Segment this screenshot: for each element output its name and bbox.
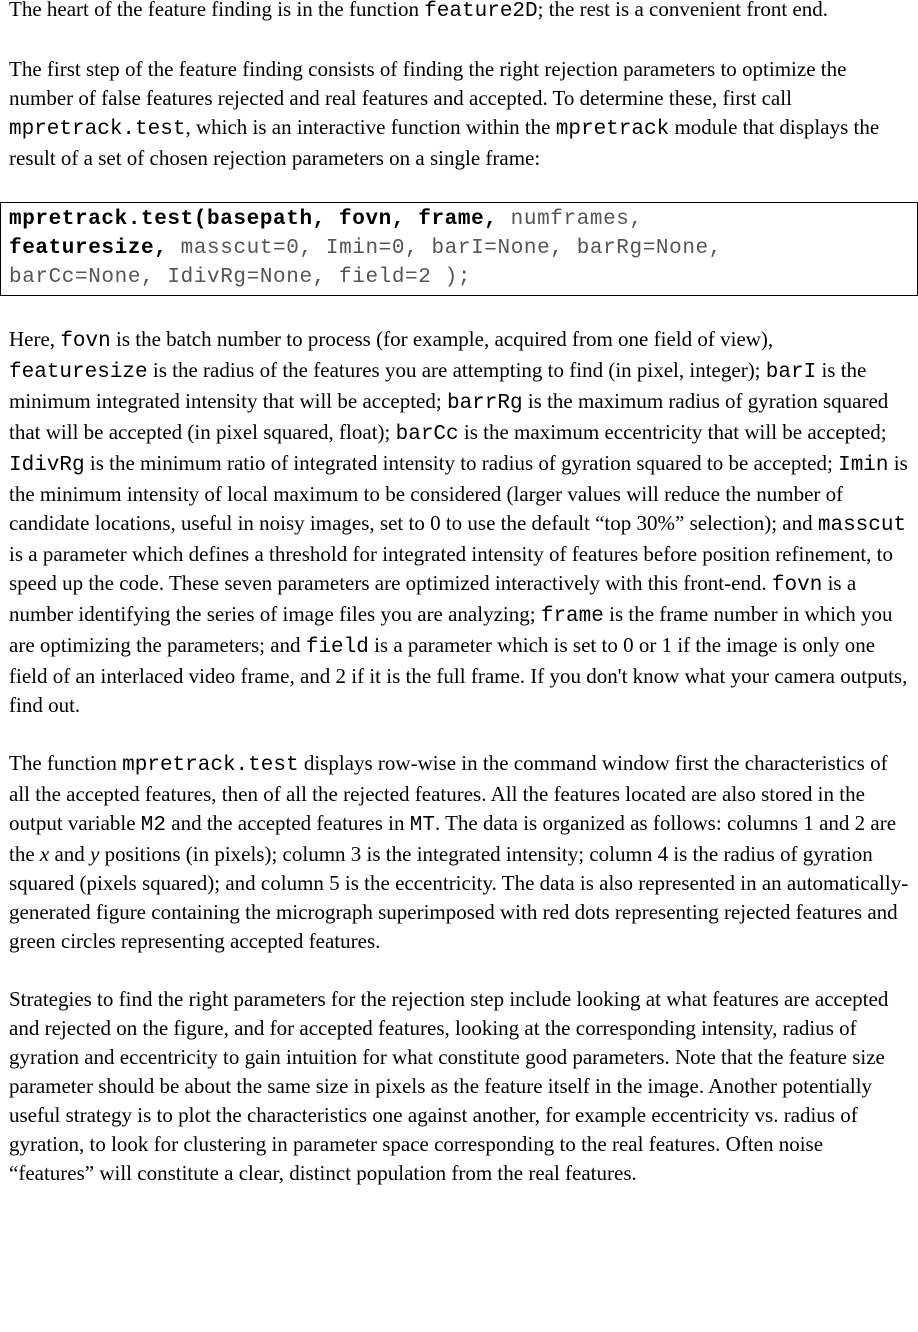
text: displays row-wise in the command window first the characteristics of all the accepted features, then of all the rejected features. All the features located are also stored in the output variable [9, 751, 888, 835]
text: is the batch number to process (for example, acquired from one field of view), [110, 327, 774, 351]
text: is a number identifying the series of image files you are analyzing; [9, 571, 857, 626]
code-optional: numframes, [497, 208, 643, 231]
code-barrrg: barrRg [446, 392, 523, 415]
paragraph-strategies [9, 985, 909, 1188]
code-line-1 [9, 205, 909, 234]
code-feature2d: feature2D [424, 0, 538, 23]
code-featuresize: featuresize [9, 361, 148, 384]
code-line-3 [9, 263, 909, 292]
code-barcc: barCc [395, 423, 459, 446]
italic-x: x [39, 842, 50, 866]
text: The first step of the feature finding consists of finding the right rejection parameters to optimize the number of false features rejected and real features and accepted. To determine these, first call [9, 57, 847, 110]
code-field: field [305, 636, 369, 659]
text: The heart of the feature finding is in the function [9, 0, 425, 21]
code-fovn: fovn [60, 330, 111, 353]
code-idivrg: IdivRg [9, 454, 85, 477]
text: . The data is organized as follows: columns 1 and 2 are the [9, 811, 897, 866]
code-masscut: masscut [817, 514, 907, 537]
code-mt: MT [409, 814, 435, 837]
text: Strategies to find the right parameters for the rejection step include looking at what features are accepted and rejected on the figure, and for accepted features, looking at the corresponding intensity, radius of gyration and eccentricity to gain intuition for what constitute good parameters. Note that the feature size parameter should be about the same size in pixels as the feature itself in the image. Another potentially useful strategy is to plot the characteristics one against another, for example eccentricity vs. radius of gyration, to look for clustering in parameter space corresponding to the real features. Often noise “features” will constitute a clear, distinct population from the real features. [9, 987, 889, 1185]
text: is the minimum integrated intensity that will be accepted; [9, 358, 867, 413]
paragraph-parameters [9, 325, 909, 720]
code-line-2 [9, 234, 909, 263]
text: Here, [9, 327, 61, 351]
text: is the radius of the features you are attempting to find (in pixel, integer); [147, 358, 766, 382]
code-mpretrack-test: mpretrack.test [122, 754, 299, 777]
code-imin: Imin [838, 454, 889, 477]
text: , which is an interactive function within the [185, 115, 556, 139]
paragraph-intro [9, 0, 909, 26]
code-mpretrack: mpretrack [555, 118, 670, 141]
text: is the minimum ratio of integrated intensity to radius of gyration squared to be accepted; [84, 451, 839, 475]
code-frame: frame [540, 605, 604, 628]
paragraph-output [9, 749, 909, 956]
code-fovn: fovn [771, 574, 823, 597]
text: and [49, 842, 91, 866]
text: is a parameter which defines a threshold for integrated intensity of features before position refinement, to speed up the code. These seven parameters are optimized interactively with this front-end. [9, 542, 894, 595]
text: module that displays the result of a set of chosen rejection parameters on a single frame: [9, 115, 880, 170]
text: is the maximum eccentricity that will be accepted; [458, 420, 887, 444]
text: is the frame number in which you are optimizing the parameters; and [9, 602, 893, 657]
text: is the minimum intensity of local maximum to be considered (larger values will reduce the number of candidate locations, useful in noisy images, set to 0 to use the default “top 30%” selection); and [9, 451, 908, 535]
code-optional: masscut=0, Imin=0, barI=None, barRg=None, [167, 237, 722, 260]
code-bold: featuresize, [9, 237, 168, 260]
text: is the maximum radius of gyration squared that will be accepted (in pixel squared, float); [9, 389, 889, 444]
italic-y: y [90, 842, 100, 866]
text: and the accepted features in [166, 811, 410, 835]
code-bari: barI [765, 361, 817, 384]
code-bold: mpretrack.test(basepath, fovn, frame, [9, 208, 498, 231]
text: positions (in pixels); column 3 is the integrated intensity; column 4 is the radius of gyration squared (pixels squared); and column 5 is the eccentricity. The data is also represented in an automatically-generated figure containing the micrograph superimposed with red dots representing rejected features and green circles representing accepted features. [9, 842, 909, 953]
text: ; the rest is a convenient front end. [537, 0, 829, 21]
code-optional: barCc=None, IdivRg=None, field=2 ); [9, 266, 472, 289]
code-mpretrack-test: mpretrack.test [9, 118, 186, 141]
paragraph-first-step [9, 55, 909, 173]
code-block [0, 202, 918, 296]
text: The function [9, 751, 123, 775]
code-m2: M2 [140, 814, 167, 837]
text: is a parameter which is set to 0 or 1 if the image is only one field of an interlaced video frame, and 2 if it is the full frame. If you don't know what your camera outputs, find out. [9, 633, 908, 717]
